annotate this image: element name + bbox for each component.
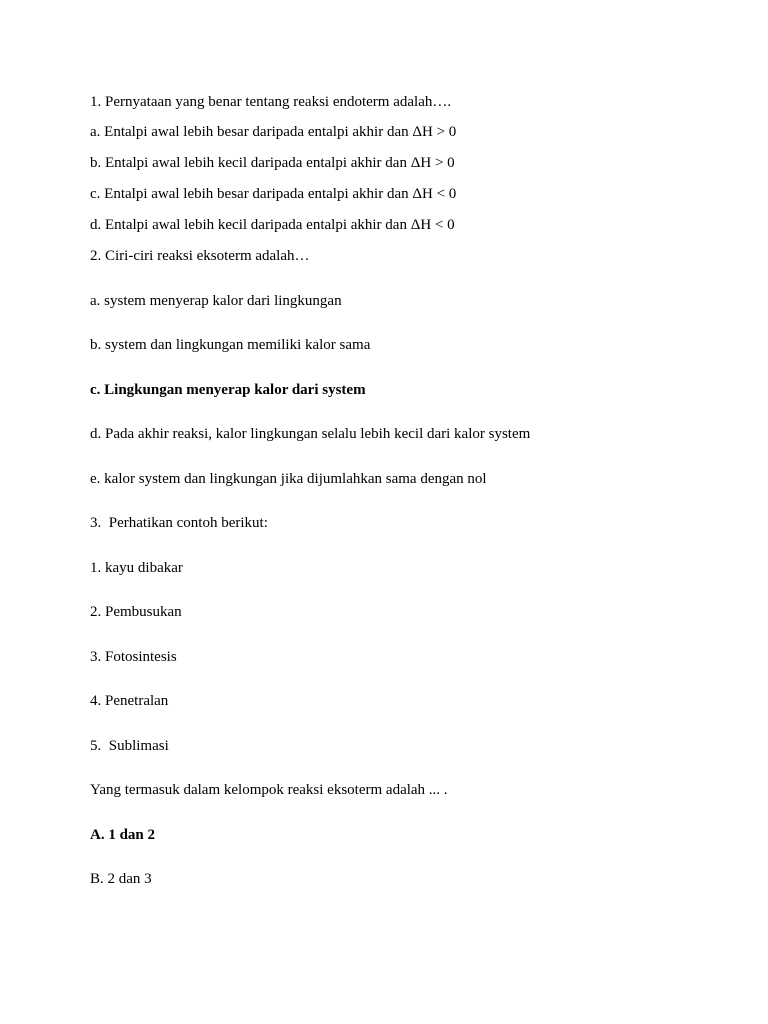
q3-option-a-answer: A. 1 dan 2 (90, 827, 156, 843)
q3-example-3: 3. Fotosintesis (90, 649, 177, 665)
q3-example-5: 5. Sublimasi (90, 738, 169, 754)
q3-example-2: 2. Pembusukan (90, 604, 182, 620)
q1-option-d: d. Entalpi awal lebih kecil daripada entalpi akhir dan ΔH < 0 (90, 217, 455, 233)
q2-option-b: b. system dan lingkungan memiliki kalor sama (90, 337, 371, 353)
q3-option-b: B. 2 dan 3 (90, 871, 152, 887)
q1-option-c: c. Entalpi awal lebih besar daripada entalpi akhir dan ΔH < 0 (90, 186, 457, 202)
question-1: 1. Pernyataan yang benar tentang reaksi endoterm adalah…. (90, 94, 452, 110)
q3-prompt: Yang termasuk dalam kelompok reaksi eksoterm adalah ... . (90, 782, 448, 798)
q2-option-d: d. Pada akhir reaksi, kalor lingkungan selalu lebih kecil dari kalor system (90, 426, 531, 442)
q2-option-a: a. system menyerap kalor dari lingkungan (90, 293, 342, 309)
q3-example-4: 4. Penetralan (90, 693, 169, 709)
q1-option-a: a. Entalpi awal lebih besar daripada entalpi akhir dan ΔH > 0 (90, 124, 457, 140)
q2-option-c-answer: c. Lingkungan menyerap kalor dari system (90, 382, 366, 398)
question-2: 2. Ciri-ciri reaksi eksoterm adalah… (90, 248, 310, 264)
q3-example-1: 1. kayu dibakar (90, 560, 183, 576)
question-3: 3. Perhatikan contoh berikut: (90, 515, 268, 531)
q2-option-e: e. kalor system dan lingkungan jika dijumlahkan sama dengan nol (90, 471, 487, 487)
q1-option-b: b. Entalpi awal lebih kecil daripada entalpi akhir dan ΔH > 0 (90, 155, 455, 171)
